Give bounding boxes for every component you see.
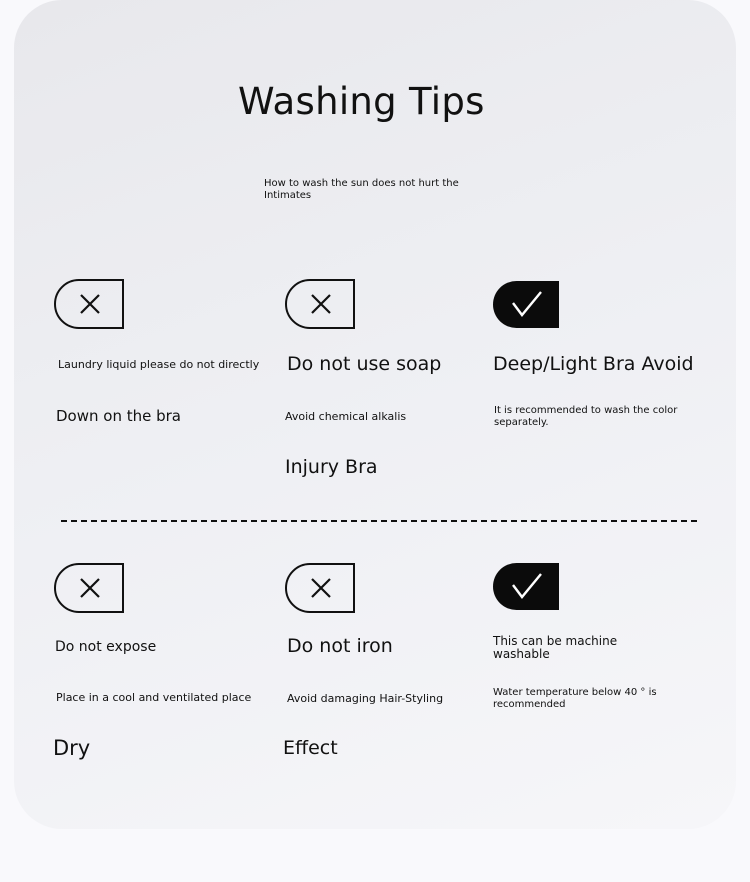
tip-2-line-3: Injury Bra [285,456,378,478]
tip-5-line-2: Avoid damaging Hair-Styling [287,692,444,705]
cross-icon [54,279,124,329]
tip-4-line-3: Dry [53,736,91,760]
tip-6-line-2: Water temperature below 40 ° is recommended [493,687,657,710]
cross-icon [285,563,355,613]
tip-4-line-1: Do not expose [55,639,157,655]
section-divider [61,520,697,522]
check-icon [493,563,559,610]
tip-5-line-1: Do not iron [287,635,393,657]
tip-6-line-1: This can be machine washable [493,634,618,661]
cross-icon [54,563,124,613]
tip-2-line-2: Avoid chemical alkalis [285,410,407,423]
check-icon [493,281,559,328]
tip-3-line-2: It is recommended to wash the color separately. [494,405,678,428]
tip-3-line-1: Deep/Light Bra Avoid [493,353,694,375]
cross-icon [285,279,355,329]
tip-4-line-2: Place in a cool and ventilated place [56,691,252,704]
tip-5-line-3: Effect [283,737,338,759]
tip-1-line-2: Down on the bra [56,407,181,425]
page-subtitle: How to wash the sun does not hurt the Intimates [264,178,459,201]
page-title: Washing Tips [238,80,485,123]
tip-2-line-1: Do not use soap [287,353,442,375]
tip-1-line-1: Laundry liquid please do not directly [58,358,260,371]
